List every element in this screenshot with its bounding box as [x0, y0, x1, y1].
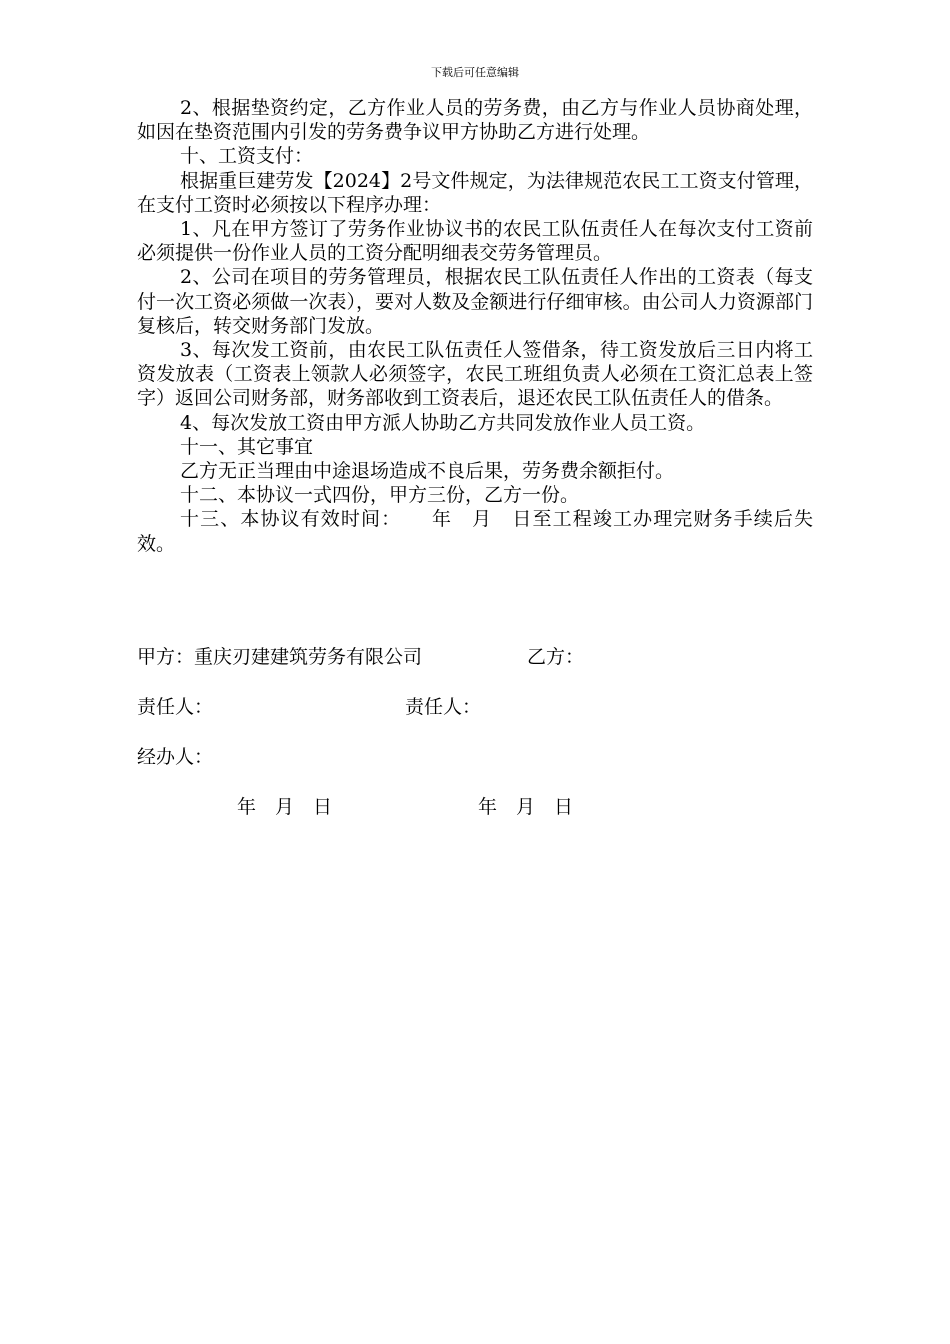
section-12-text: 十二、本协议一式四份，甲方三份，乙方一份。 [180, 484, 580, 507]
section-13-text: 十三、本协议有效时间： 年 月 日至工程竣工办理完财务手续后失效。 [137, 508, 813, 555]
party-a-label: 甲方：重庆刃建建筑劳务有限公司 [137, 646, 423, 668]
clause-10-item-3: 3、每次发工资前，由农民工队伍责任人签借条，待工资发放后三日内将工资发放表（工资表上领款人必须签字，农民工班组负责人必须在工资汇总表上签字）返回公司财务部，财务部收到工资表后，退还农民工队伍责任人的借条。 [137, 339, 813, 410]
section-10-intro: 根据重巨建劳发【2024】2号文件规定，为法律规范农民工工资支付管理，在支付工资时必须按以下程序办理： [137, 169, 813, 216]
section-10-heading: 十、工资支付： [180, 145, 314, 168]
clause-9-item-2: 2、根据垫资约定，乙方作业人员的劳务费，由乙方与作业人员协商处理，如因在垫资范围内引发的劳务费争议甲方协助乙方进行处理。 [137, 97, 813, 144]
clause-10-item-4: 4、每次发放工资由甲方派人协助乙方共同发放作业人员工资。 [180, 411, 706, 434]
document-body [137, 96, 813, 556]
party-b-label: 乙方： [527, 646, 585, 668]
section-11-heading: 十一、其它事宜 [180, 435, 314, 458]
party-a-responsible-label: 责任人： [137, 696, 214, 718]
page-header: 下载后可任意编辑 [431, 66, 519, 79]
clause-10-item-2: 2、公司在项目的劳务管理员，根据农民工队伍责任人作出的工资表（每支付一次工资必须做一次表），要对人数及金额进行仔细审核。由公司人力资源部门复核后，转交财务部门发放。 [137, 266, 813, 337]
party-b-responsible-label: 责任人： [405, 696, 482, 718]
clause-10-item-1: 1、凡在甲方签订了劳务作业协议书的农民工队伍责任人在每次支付工资前必须提供一份作业人员的工资分配明细表交劳务管理员。 [137, 218, 813, 265]
section-11-text: 乙方无正当理由中途退场造成不良后果，劳务费余额拒付。 [180, 460, 675, 483]
handler-label: 经办人： [137, 746, 214, 768]
party-a-date: 年 月 日 [237, 796, 333, 818]
party-b-date: 年 月 日 [478, 796, 574, 818]
